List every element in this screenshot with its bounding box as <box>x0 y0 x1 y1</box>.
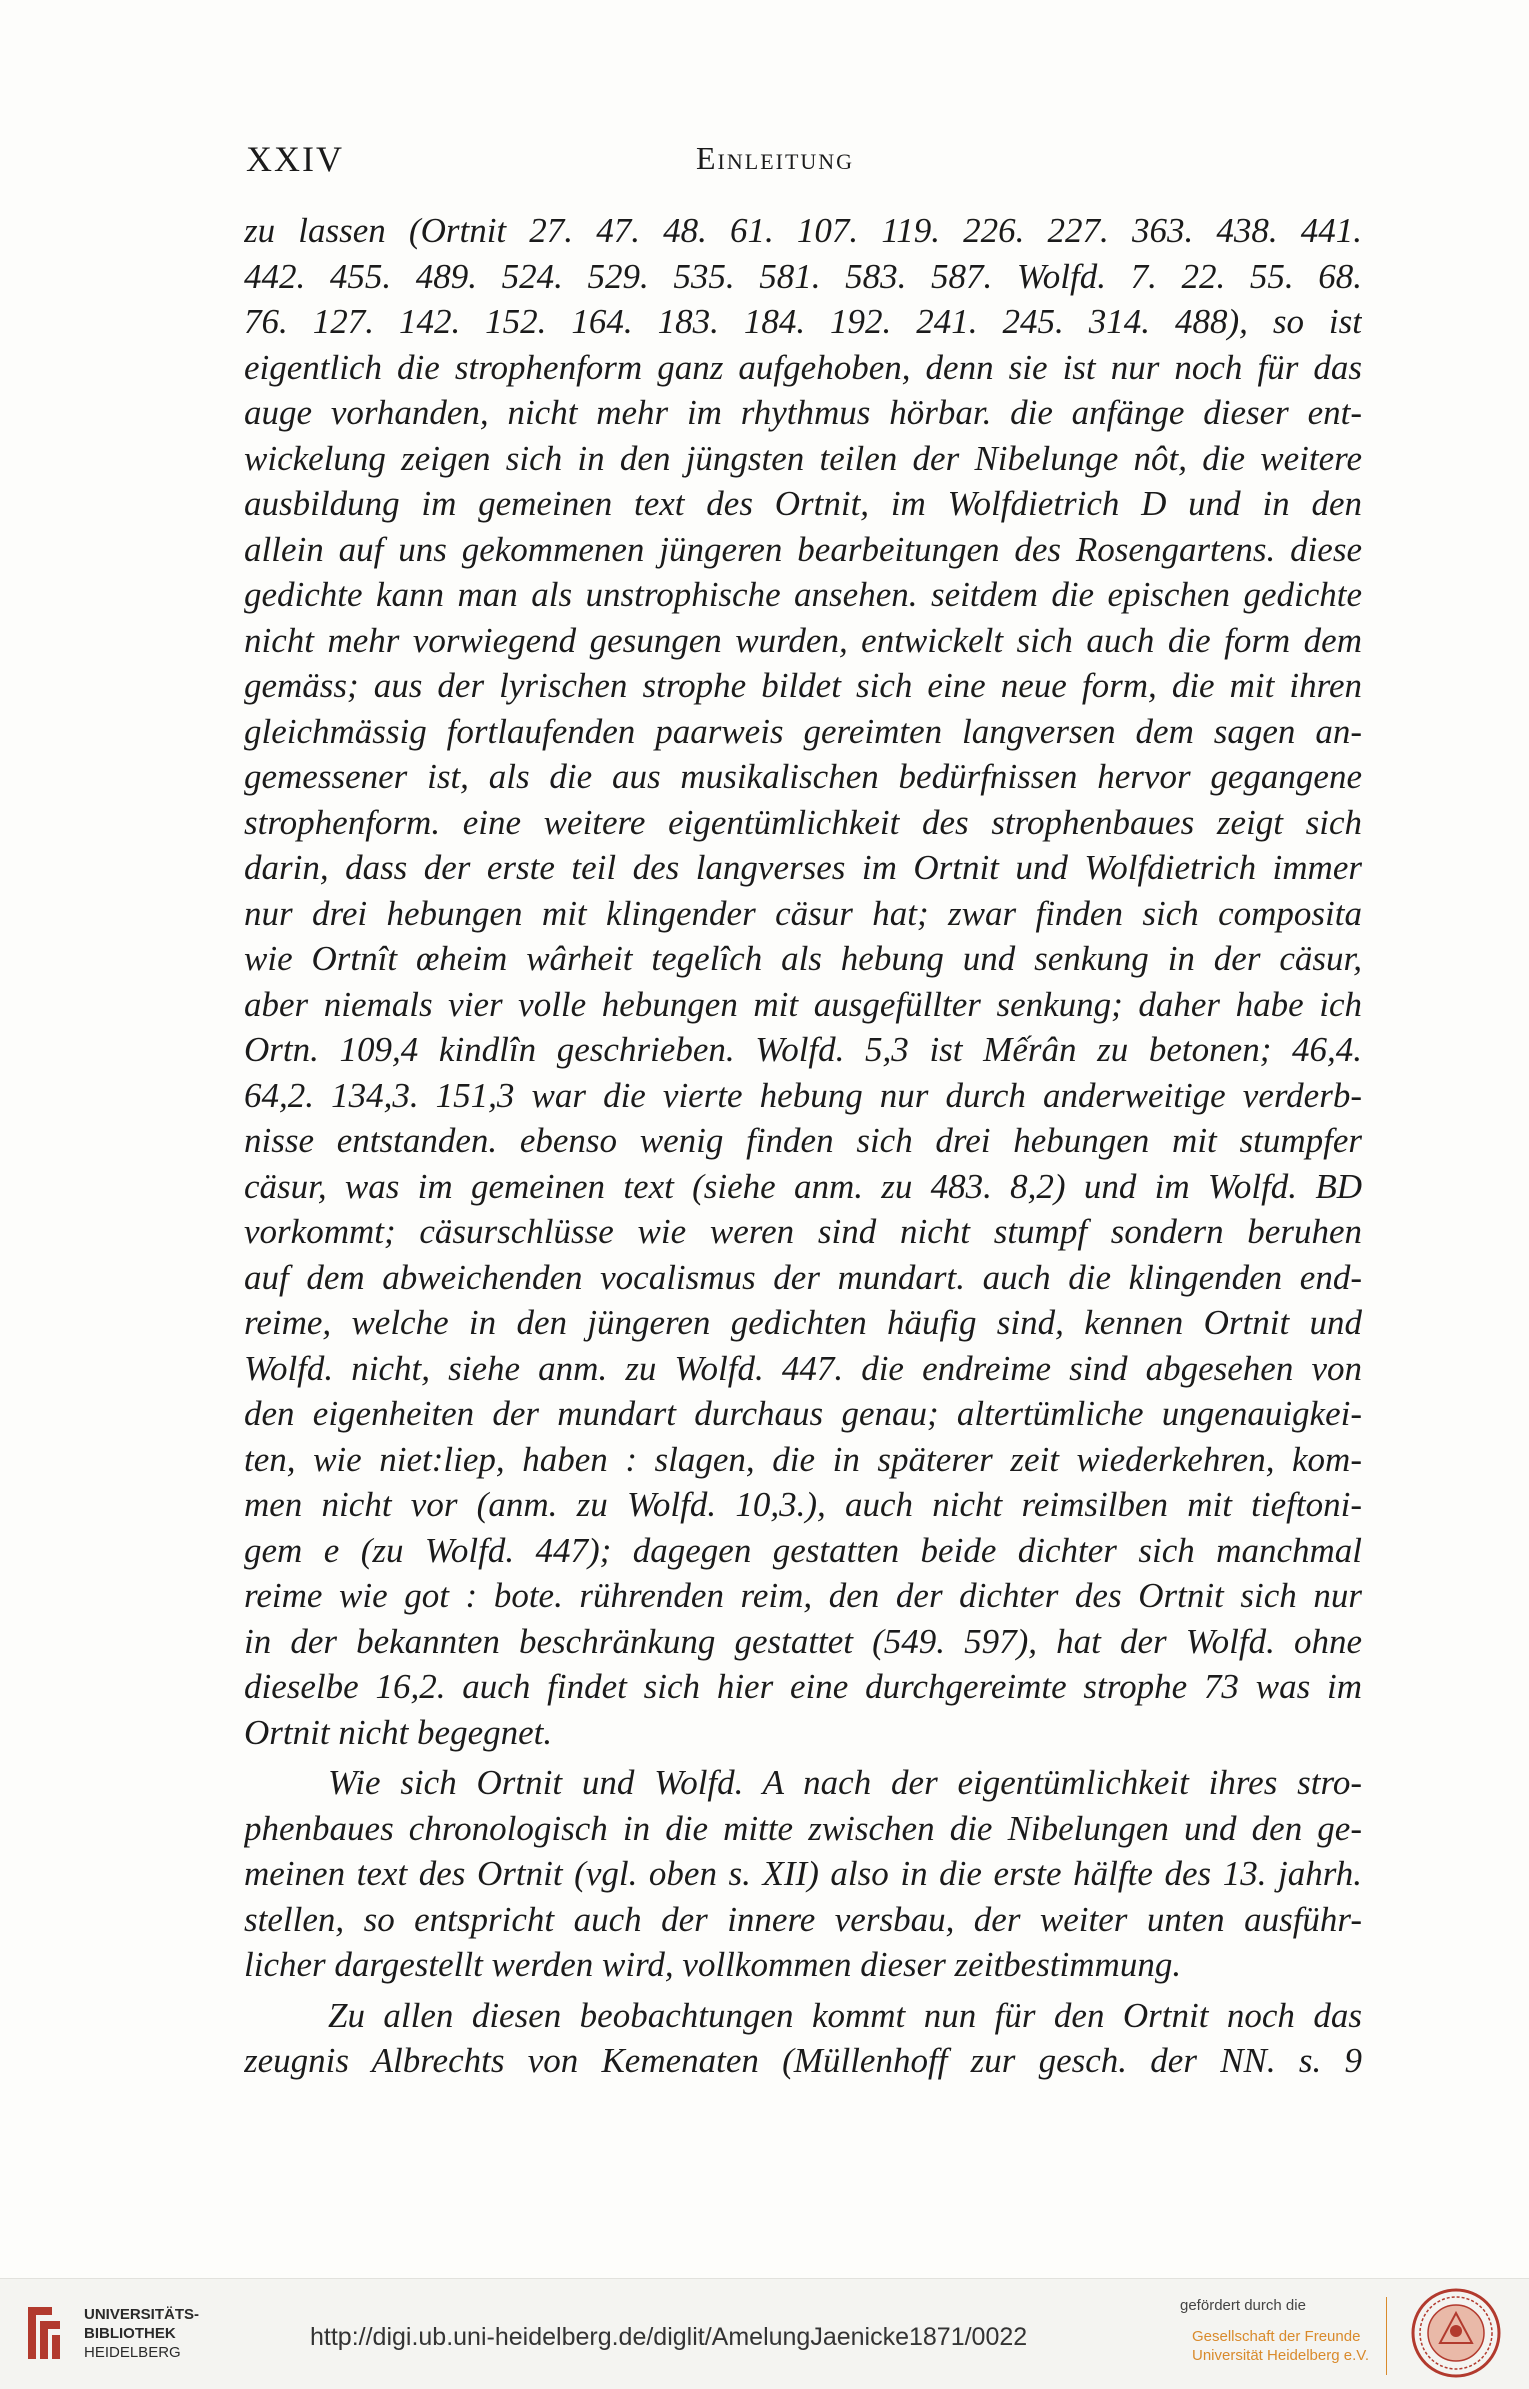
text-line: meinen text des Ortnit (vgl. oben s. XII) also in die erste hälfte des 13. jahrh. <box>244 1854 1362 1893</box>
text-line: Ortn. 109,4 kindlîn geschrieben. Wolfd. 5,3 ist Mếrân zu betonen; 46,4. <box>244 1030 1362 1069</box>
library-name-line: BIBLIOTHEK <box>84 2325 176 2342</box>
library-name <box>84 2305 199 2362</box>
sponsor-name-line: Universität Heidelberg e.V. <box>1192 2347 1370 2364</box>
body-text <box>244 208 1362 2084</box>
text-line: den eigenheiten der mundart durchaus genau; altertümliche ungenauigkei- <box>244 1394 1362 1433</box>
sponsor-name-line: Gesellschaft der Freunde <box>1192 2328 1361 2345</box>
text-line: 76. 127. 142. 152. 164. 183. 184. 192. 241. 245. 314. 488), so ist <box>244 302 1362 341</box>
text-line: phenbaues chronologisch in die mitte zwischen die Nibelungen und den ge- <box>244 1808 1362 1848</box>
page-number: XXIV <box>246 139 344 179</box>
text-line: gemäss; aus der lyrischen strophe bildet sich eine neue form, die mit ihren <box>244 666 1362 705</box>
text-line: Wie sich Ortnit und Wolfd. A nach der eigentümlichkeit ihres stro- <box>328 1763 1362 1802</box>
text-line: stellen, so entspricht auch der innere versbau, der weiter unten ausführ- <box>244 1899 1362 1939</box>
text-line: gemessener ist, als die aus musikalischen bedürfnissen hervor gegangene <box>244 757 1362 796</box>
text-line: nisse entstanden. ebenso wenig finden sich drei hebungen mit stumpfer <box>244 1121 1362 1160</box>
text-line: reime wie got : bote. rührenden reim, den der dichter des Ortnit sich nur <box>244 1576 1362 1615</box>
text-line: Zu allen diesen beobachtungen kommt nun für den Ortnit noch das <box>328 1995 1362 2035</box>
text-line: reime, welche in den jüngeren gedichten häufig sind, kennen Ortnit und <box>244 1303 1362 1342</box>
permalink-url[interactable]: http://digi.ub.uni-heidelberg.de/diglit/AmelungJaenicke1871/0022 <box>310 2323 1028 2351</box>
text-line: wie Ortnît œheim wârheit tegelîch als hebung und senkung in der cäsur, <box>244 939 1362 978</box>
running-head <box>246 138 1358 188</box>
sponsor-label: gefördert durch die <box>1180 2297 1306 2314</box>
text-line: nur drei hebungen mit klingender cäsur hat; zwar finden sich composita <box>244 893 1362 933</box>
text-line: auge vorhanden, nicht mehr im rhythmus hörbar. die anfänge dieser ent- <box>244 393 1362 432</box>
text-line: zeugnis Albrechts von Kemenaten (Müllenhoff zur gesch. der NN. s. 9 <box>244 2041 1362 2080</box>
sponsor-name <box>1192 2327 1369 2365</box>
text-line: gem e (zu Wolfd. 447); dagegen gestatten beide dichter sich manchmal <box>244 1530 1362 1570</box>
text-line: gedichte kann man als unstrophische ansehen. seitdem die epischen gedichte <box>244 575 1362 614</box>
library-name-line: HEIDELBERG <box>84 2344 181 2361</box>
text-line: allein auf uns gekommenen jüngeren bearbeitungen des Rosengartens. diese <box>244 529 1362 569</box>
text-line: zu lassen (Ortnit 27. 47. 48. 61. 107. 119. 226. 227. 363. 438. 441. <box>244 211 1362 250</box>
text-line: 442. 455. 489. 524. 529. 535. 581. 583. 587. Wolfd. 7. 22. 55. 68. <box>244 256 1362 296</box>
text-line: wickelung zeigen sich in den jüngsten teilen der Nibelunge nôt, die weitere <box>244 438 1362 478</box>
text-line: eigentlich die strophenform ganz aufgehoben, denn sie ist nur noch für das <box>244 347 1362 387</box>
text-line: ausbildung im gemeinen text des Ortnit, im Wolfdietrich D und in den <box>244 484 1362 523</box>
text-line: strophenform. eine weitere eigentümlichkeit des strophenbaues zeigt sich <box>244 802 1362 842</box>
text-line: aber niemals vier volle hebungen mit ausgefüllter senkung; daher habe ich <box>244 984 1362 1024</box>
text-line: cäsur, was im gemeinen text (siehe anm. zu 483. 8,2) und im Wolfd. BD <box>244 1166 1362 1206</box>
text-line: licher dargestellt werden wird, vollkommen dieser zeitbestimmung. <box>244 1945 1182 1984</box>
text-line: vorkommt; cäsurschlüsse wie weren sind nicht stumpf sondern beruhen <box>244 1212 1362 1251</box>
text-line: Ortnit nicht begegnet. <box>244 1712 553 1752</box>
university-seal-icon <box>1410 2287 1502 2379</box>
text-line: men nicht vor (anm. zu Wolfd. 10,3.), auch nicht reimsilben mit tieftoni- <box>244 1485 1362 1524</box>
text-line: auf dem abweichenden vocalismus der mundart. auch die klingenden end- <box>244 1257 1362 1297</box>
text-line: dieselbe 16,2. auch findet sich hier eine durchgereimte strophe 73 was im <box>244 1667 1362 1706</box>
footer-bar <box>0 2278 1529 2389</box>
text-line: Wolfd. nicht, siehe anm. zu Wolfd. 447. die endreime sind abgesehen von <box>244 1348 1362 1388</box>
library-name-line: UNIVERSITÄTS- <box>84 2306 200 2323</box>
text-line: ten, wie niet:liep, haben : slagen, die in späterer zeit wiederkehren, kom- <box>244 1439 1362 1479</box>
running-head-title: Einleitung <box>696 140 855 176</box>
text-line: nicht mehr vorwiegend gesungen wurden, entwickelt sich auch die form dem <box>244 620 1362 660</box>
footer-divider <box>1386 2297 1387 2375</box>
text-line: in der bekannten beschränkung gestattet (549. 597), hat der Wolfd. ohne <box>244 1621 1362 1661</box>
text-line: darin, dass der erste teil des langverses im Ortnit und Wolfdietrich immer <box>244 848 1362 887</box>
library-logo-icon <box>22 2301 66 2365</box>
text-line: 64,2. 134,3. 151,3 war die vierte hebung nur durch anderweitige verderb- <box>244 1075 1362 1115</box>
text-line: gleichmässig fortlaufenden paarweis gereimten langversen dem sagen an- <box>244 711 1362 751</box>
